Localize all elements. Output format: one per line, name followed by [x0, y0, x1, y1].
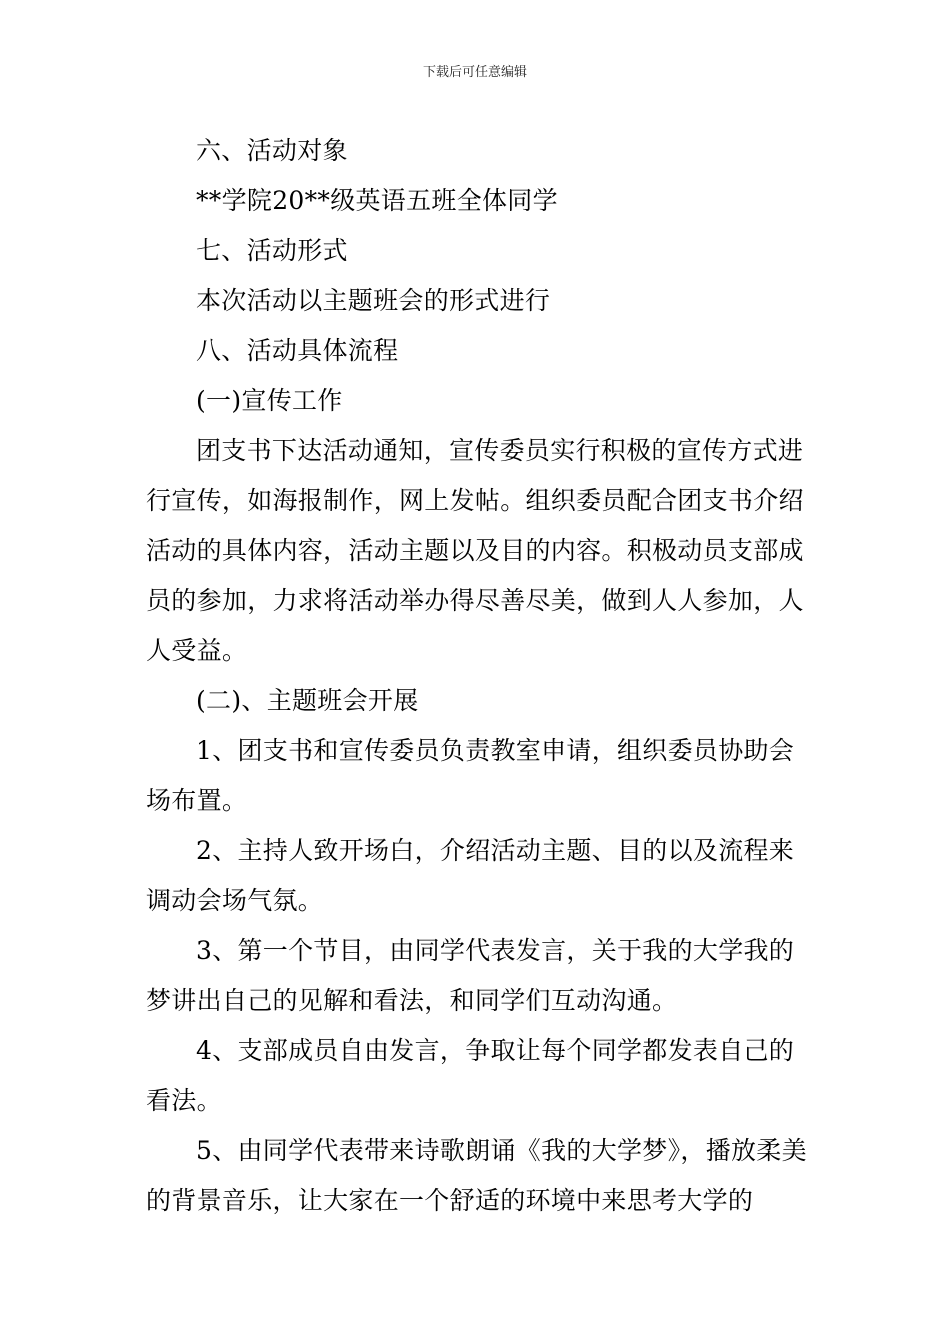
list-item-step-5: 5、由同学代表带来诗歌朗诵《我的大学梦》，播放柔美的背景音乐，让大家在一个舒适的环境中来思考大学的: [146, 1136, 807, 1215]
list-item-step-1: 1、团支书和宣传委员负责教室申请，组织委员协助会场布置。: [146, 736, 795, 815]
heading-activity-target: 六、活动对象: [196, 136, 348, 165]
list-item-step-2: 2、主持人致开场白，介绍活动主题、目的以及流程来调动会场气氛。: [146, 836, 795, 915]
paragraph-activity-form: 本次活动以主题班会的形式进行: [196, 286, 551, 315]
paragraph-target-class: **学院20**级英语五班全体同学: [196, 186, 558, 215]
document-body: [146, 126, 816, 1226]
heading-activity-form: 七、活动形式: [196, 236, 348, 265]
heading-activity-process: 八、活动具体流程: [196, 336, 399, 365]
page-header-note: 下载后可任意编辑: [422, 65, 527, 80]
subheading-class-meeting: (二)、主题班会开展: [196, 686, 419, 715]
list-item-step-3: 3、第一个节目，由同学代表发言，关于我的大学我的梦讲出自己的见解和看法，和同学们互动沟通。: [146, 936, 795, 1015]
paragraph-publicity: 团支书下达活动通知，宣传委员实行积极的宣传方式进行宣传，如海报制作，网上发帖。组织委员配合团支书介绍活动的具体内容，活动主题以及目的内容。积极动员支部成员的参加，力求将活动举办得尽善尽美，做到人人参加，人人受益。: [146, 436, 804, 665]
list-item-step-4: 4、支部成员自由发言，争取让每个同学都发表自己的看法。: [146, 1036, 795, 1115]
subheading-publicity: (一)宣传工作: [196, 386, 343, 415]
